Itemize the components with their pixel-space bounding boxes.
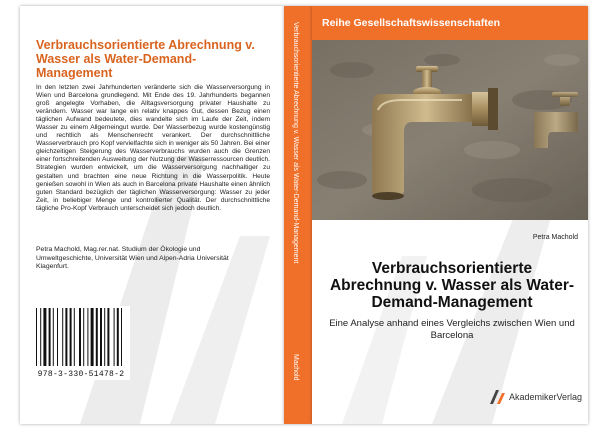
barcode-bar <box>117 308 119 366</box>
barcode-bar <box>49 308 51 366</box>
barcode <box>32 306 130 380</box>
front-author: Petra Machold <box>532 234 578 241</box>
barcode-bar <box>107 308 109 366</box>
back-cover-title: Verbrauchsorientierte Abrechnung v. Wasser als Water-Demand-Management <box>36 38 255 80</box>
barcode-bar <box>43 308 46 366</box>
spine-title: Verbrauchsorientierte Abrechnung v. Wasser als Water-Demand-Management <box>292 22 299 264</box>
barcode-bar <box>104 308 105 366</box>
isbn-number: 978-3-330-51478-2 <box>37 370 125 379</box>
barcode-bar <box>121 308 122 366</box>
back-cover-blurb: In den letzten zwei Jahrhunderten veränderte sich die Wasserversorgung in Wien und Barcelona grundlegend. Mit Ende des 19. Jahrhunderts begannen groß angelegte Vorhaben, die Alltagsversorgung privater Haushalte zu verändern. Wasser war lange ein relativ knappes Gut, dessen Bezug einen täglichen Aufwand bedeutete, dies wandelte sich im Laufe der Zeit, indem Wasser zu einem Allgemeingut wurde. Der Wasserbezug wurde kostengünstig und rechtlich als Menschenrecht verankert. Der durchschnittliche Wasserverbrauch pro Kopf vervielfachte sich in weniger als 50 Jahren. Bei einer gleichzeitigen Steigerung des Wasserverbrauchs wurden auch die Grenzen einer fortschreitenden Ausweitung der Nutzung der Wasserressourcen deutlich. Strategien wurden entwickelt, um die Wasserversorgung nachhaltiger zu gestalten und brachten eine neue Richtung in die Wasserpolitik. Heute genießen sowohl in Wien als auch in Barcelona private Haushalte einen ähnlich guten Standard bezüglich der täglichen Wasserversorgung: Wasser zu jeder Zeit, in beliebiger Menge und kontrollierter Qualität. Der durchschnittliche tägliche Pro-Kopf Verbrauch unterscheidet sich jedoch deutlich. <box>36 84 270 212</box>
publisher-name: AkademikerVerlag <box>509 392 583 402</box>
series-band <box>312 6 588 40</box>
barcode-bar <box>83 308 84 366</box>
barcode-bar <box>87 308 88 366</box>
front-title: Verbrauchsorientierte Abrechnung v. Wasser als Water-Demand-Management <box>329 260 575 311</box>
barcode-bars <box>32 306 130 368</box>
barcode-bar <box>53 308 54 366</box>
barcode-bar <box>79 308 81 366</box>
barcode-bar <box>74 308 75 366</box>
barcode-bar <box>36 308 37 366</box>
barcode-bar <box>57 308 58 366</box>
barcode-bar <box>100 308 102 366</box>
barcode-bar <box>96 308 98 366</box>
faucet-photo <box>312 40 588 220</box>
barcode-bar <box>40 308 41 366</box>
barcode-bar <box>65 308 67 366</box>
publisher-logo-icon <box>490 390 506 404</box>
barcode-bar <box>114 308 115 366</box>
book-cover-spread <box>20 6 588 424</box>
barcode-bar <box>70 308 72 366</box>
spine-author: Machold <box>292 354 299 381</box>
front-subtitle: Eine Analyse anhand eines Vergleichs zwischen Wien und Barcelona <box>329 318 575 341</box>
publisher <box>490 390 582 404</box>
back-cover <box>20 6 284 424</box>
series-name: Reihe Gesellschaftswissenschaften <box>322 17 500 29</box>
author-bio: Petra Machold, Mag.rer.nat. Studium der Ökologie und Umweltgeschichte, Universität Wien und Alpen-Adria Universität Klagenfurt. <box>36 246 229 270</box>
front-cover <box>312 6 588 424</box>
barcode-bar <box>91 308 94 366</box>
barcode-bar <box>62 308 63 366</box>
